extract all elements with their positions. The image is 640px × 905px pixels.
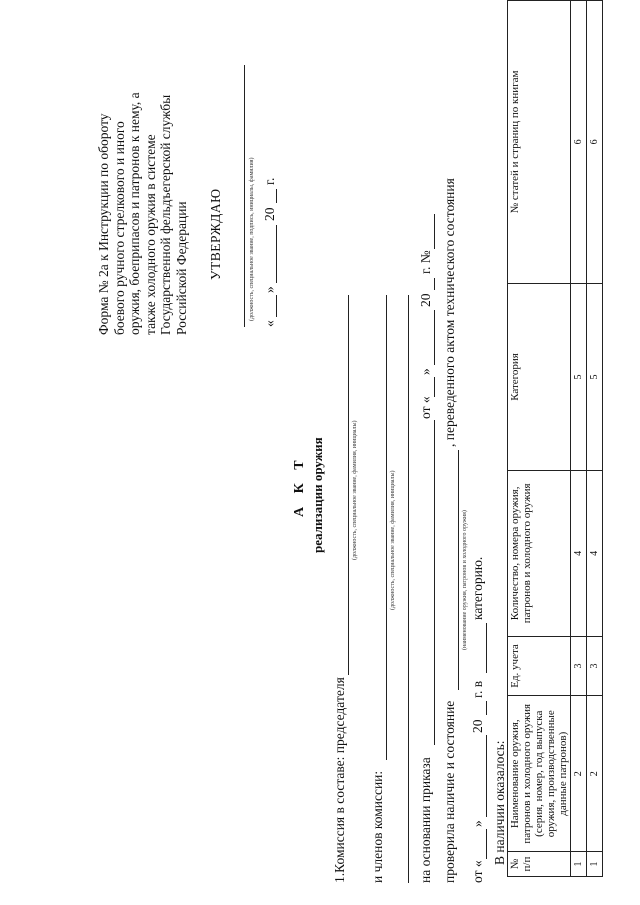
approval-year-line — [276, 189, 277, 203]
approval-date-open: « — [262, 320, 277, 327]
act-category-line — [486, 623, 487, 673]
header-articles: № статей и страниц по книгам — [508, 1, 571, 284]
form-reference-line: Государственной фельдъегерской службы — [158, 94, 173, 335]
table-cell: 4 — [587, 471, 603, 636]
order-from-close: » — [418, 368, 433, 375]
approval-signature-line — [244, 65, 245, 327]
act-from-open: от « — [470, 860, 485, 883]
approval-heading: УТВЕРЖДАЮ — [208, 188, 223, 280]
approval-year-prefix: 20 — [262, 207, 277, 221]
act-subtitle: реализации оружия — [310, 437, 325, 553]
approval-caption: (должность, специальное звание, подпись, инициалы, фамилия) — [249, 157, 255, 321]
checked-weapons-caption: (наименование оружия, патронов и холодного оружия) — [462, 510, 468, 650]
header-number: № п/п — [508, 852, 571, 877]
table-row — [587, 1, 603, 877]
header-category: Категория — [508, 283, 571, 470]
form-reference-line: оружия, боеприпасов и патронов к нему, а — [127, 92, 142, 335]
order-basis-label: на основании приказа — [418, 757, 433, 883]
order-number-label: г. № — [418, 250, 433, 274]
table-cell: 5 — [587, 283, 603, 470]
transferred-label: , переведенного актом технического состояния — [442, 178, 457, 447]
act-year-line — [486, 701, 487, 715]
header-quantity: Количество, номера оружия, патронов и холодного оружия — [508, 471, 571, 636]
form-reference-line: Российской Федерации — [173, 201, 189, 335]
table-cell: 3 — [587, 636, 603, 696]
checked-label: проверила наличие и состояние — [442, 700, 457, 883]
table-cell: 1 — [587, 852, 603, 877]
table-cell: 6 — [587, 1, 603, 284]
act-in-label: г. в — [470, 680, 485, 698]
numbering-cell: 1 — [571, 852, 587, 877]
table-cell: 2 — [587, 696, 603, 852]
commission-members-label: и членов комиссии: — [370, 770, 385, 883]
available-label: В наличии оказалось: — [492, 740, 507, 865]
commission-chair-caption: (должность, специальное звание, фамилия, инициалы) — [352, 420, 358, 560]
checked-weapons-line — [458, 450, 459, 690]
table-header-row — [508, 1, 571, 877]
numbering-cell: 4 — [571, 471, 587, 636]
order-month-line — [434, 310, 435, 365]
commission-chair-label: 1.Комиссия в составе: председателя — [332, 677, 347, 883]
order-year: 20 — [418, 293, 433, 307]
order-year-line — [434, 278, 435, 290]
commission-chair-line — [348, 295, 349, 675]
order-day-line — [434, 377, 435, 397]
approval-date-close: » — [262, 286, 277, 293]
form-reference-line: боевого ручного стрелкового и иного — [111, 121, 127, 335]
numbering-cell: 3 — [571, 636, 587, 696]
numbering-cell: 5 — [571, 283, 587, 470]
commission-members-line — [386, 295, 387, 760]
commission-members-line-2 — [408, 295, 409, 883]
order-number-line — [434, 214, 435, 249]
form-reference — [96, 65, 189, 335]
act-month-line — [486, 735, 487, 817]
commission-members-caption: (должность, специальное звание, фамилия, инициалы) — [390, 470, 396, 610]
numbering-cell: 2 — [571, 696, 587, 852]
approval-day-line — [276, 295, 277, 317]
act-from-close: » — [470, 820, 485, 827]
act-day-line — [486, 829, 487, 859]
approval-month-line — [276, 225, 277, 283]
approval-year-suffix: г. — [262, 177, 277, 185]
weapons-table — [507, 0, 603, 877]
numbering-cell: 6 — [571, 1, 587, 284]
act-title: А К Т — [292, 455, 307, 517]
order-from-open: от « — [418, 396, 433, 419]
form-reference-line: также холодного оружия в системе — [142, 134, 158, 335]
table-numbering-row — [571, 1, 587, 877]
order-basis-line — [434, 420, 435, 745]
act-year: 20 — [470, 719, 485, 733]
header-unit: Ед. учета — [508, 636, 571, 696]
header-name: Наименование оружия, патронов и холодного оружия (серия, номер, год выпуска оружия, производственные данные патронов) — [508, 696, 571, 852]
form-reference-line: Форма № 2а к Инструкции по обороту — [96, 113, 111, 335]
act-category-label: категорию. — [470, 556, 485, 620]
